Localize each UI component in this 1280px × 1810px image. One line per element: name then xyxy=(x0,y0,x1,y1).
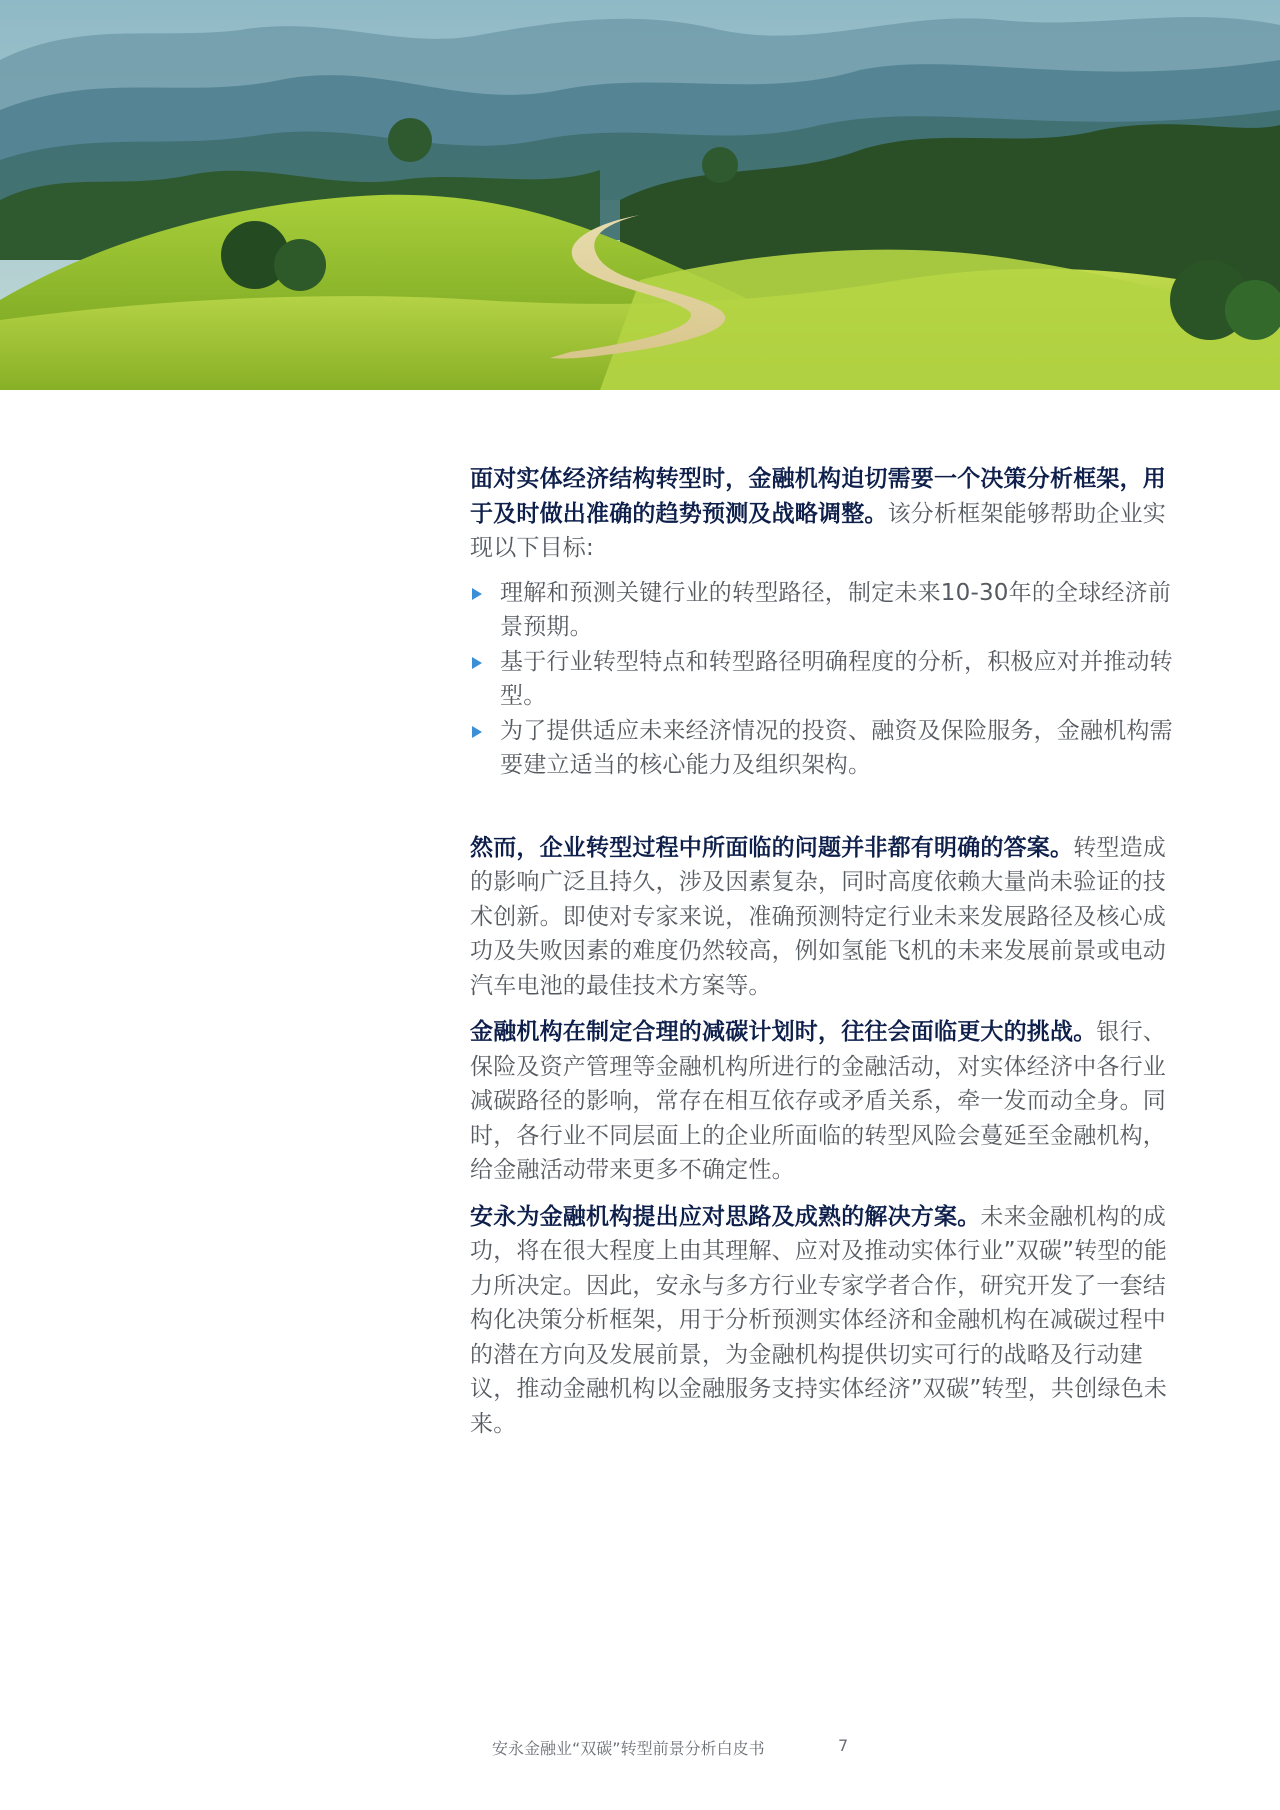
triangle-bullet-icon xyxy=(472,657,482,669)
paragraph-ey-solution xyxy=(470,1200,1185,1442)
page-footer xyxy=(0,1736,1280,1762)
list-item-text: 理解和预测关键行业的转型路径，制定未来10-30年的全球经济前景预期。 xyxy=(500,579,1172,640)
paragraph-financial-institutions xyxy=(470,1015,1185,1188)
list-item xyxy=(470,645,1185,714)
paragraph-text: 银行、保险及资产管理等金融机构所进行的金融活动，对实体经济中各行业减碳路径的影响，常存在相互依存或矛盾关系，牵一发而动全身。同时，各行业不同层面上的企业所面临的转型风险会蔓延至金融机构，给金融活动带来更多不确定性。 xyxy=(470,1019,1167,1183)
list-item xyxy=(470,576,1185,645)
intro-paragraph xyxy=(470,462,1185,566)
paragraph-text: 未来金融机构的成功，将在很大程度上由其理解、应对及推动实体行业”双碳”转型的能力所决定。因此，安永与多方行业专家学者合作，研究开发了一套结构化决策分析框架，用于分析预测实体经济和金融机构在减碳过程中的潜在方向及发展前景，为金融机构提供切实可行的战略及行动建议，推动金融机构以金融服务支持实体经济”双碳”转型，共创绿色未来。 xyxy=(470,1203,1168,1437)
paragraph-bold-text: 然而，企业转型过程中所面临的问题并非都有明确的答案。 xyxy=(470,834,1074,861)
intro-bold-text: 面对实体经济结构转型时，金融机构迫切需要一个决策分析框架，用于及时做出准确的趋势预测及战略调整。 xyxy=(470,466,1166,527)
intro-text: 该分析框架能够帮助企业实现以下目标: xyxy=(470,500,1167,561)
paragraph-challenges xyxy=(470,831,1185,1004)
list-item-text: 基于行业转型特点和转型路径明确程度的分析，积极应对并推动转型。 xyxy=(500,648,1173,709)
paragraph-bold-text: 安永为金融机构提出应对思路及成熟的解决方案。 xyxy=(470,1203,981,1230)
triangle-bullet-icon xyxy=(472,726,482,738)
page-number: 7 xyxy=(838,1736,849,1755)
footer-title: 安永金融业“双碳”转型前景分析白皮书 xyxy=(492,1739,765,1758)
main-content xyxy=(470,462,1185,1441)
hero-landscape-image xyxy=(0,0,1280,390)
list-item xyxy=(470,714,1185,783)
paragraph-bold-text: 金融机构在制定合理的减碳计划时，往往会面临更大的挑战。 xyxy=(470,1019,1097,1045)
triangle-bullet-icon xyxy=(472,588,482,600)
paragraph-text: 转型造成的影响广泛且持久，涉及因素复杂，同时高度依赖大量尚未验证的技术创新。即使对专家来说，准确预测特定行业未来发展路径及核心成功及失败因素的难度仍然较高，例如氢能飞机的未来发展前景或电动汽车电池的最佳技术方案等。 xyxy=(470,834,1167,999)
list-item-text: 为了提供适应未来经济情况的投资、融资及保险服务，金融机构需要建立适当的核心能力及组织架构。 xyxy=(500,717,1173,778)
goal-list xyxy=(470,576,1185,783)
